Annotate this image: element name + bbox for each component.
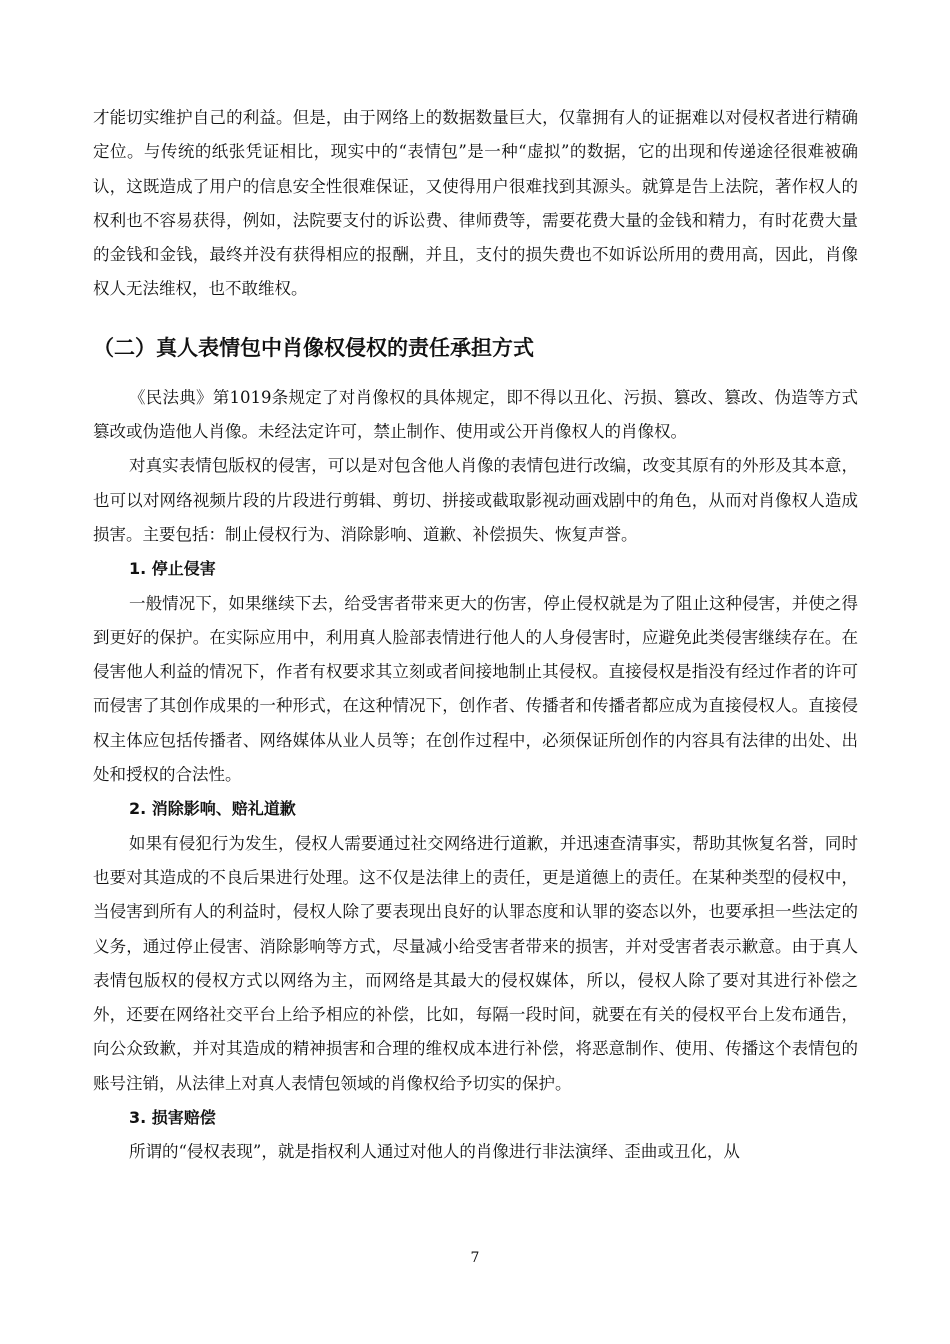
paragraph: 才能切实维护自己的利益。但是，由于网络上的数据数量巨大，仅靠拥有人的证据难以对侵权者进行精确定位。与传统的纸张凭证相比，现实中的“表情包”是一种“虚拟”的数据，它的出现和传递途径很难被确认，这既造成了用户的信息安全性很难保证，又使得用户很难找到其源头。就算是告上法院，著作权人的权利也不容易获得，例如，法院要支付的诉讼费、律师费等，需要花费大量的金钱和精力，有时花费大量的金钱和金钱，最终并没有获得相应的报酬，并且，支付的损失费也不如诉讼所用的费用高，因此，肖像权人无法维权，也不敢维权。: [93, 108, 858, 299]
sub-heading-compensation: 3. 损害赔偿: [129, 1108, 216, 1128]
paragraph: 《民法典》第1019条规定了对肖像权的具体规定，即不得以丑化、污损、篡改、篡改、伪造等方式篡改或伪造他人肖像。未经法定许可，禁止制作、使用或公开肖像权人的肖像权。: [93, 387, 858, 442]
section-heading: （二）真人表情包中肖像权侵权的责任承担方式: [93, 335, 534, 360]
page-number: 7: [470, 1250, 480, 1266]
paragraph: 所谓的“侵权表现”，就是指权利人通过对他人的肖像进行非法演绎、歪曲或丑化，从: [129, 1142, 740, 1162]
sub-heading-apology: 2. 消除影响、赔礼道歉: [129, 799, 296, 819]
paragraph: 一般情况下，如果继续下去，给受害者带来更大的伤害，停止侵权就是为了阻止这种侵害，并使之得到更好的保护。在实际应用中，利用真人脸部表情进行他人的人身侵害时，应避免此类侵害继续存在。在侵害他人利益的情况下，作者有权要求其立刻或者间接地制止其侵权。直接侵权是指没有经过作者的许可而侵害了其创作成果的一种形式，在这种情况下，创作者、传播者和传播者都应成为直接侵权人。直接侵权主体应包括传播者、网络媒体从业人员等；在创作过程中，必须保证所创作的内容具有法律的出处、出处和授权的合法性。: [93, 593, 858, 785]
paragraph: 如果有侵犯行为发生，侵权人需要通过社交网络进行道歉，并迅速查清事实，帮助其恢复名誉，同时也要对其造成的不良后果进行处理。这不仅是法律上的责任，更是道德上的责任。在某种类型的侵权中，当侵害到所有人的利益时，侵权人除了要表现出良好的认罪态度和认罪的姿态以外，也要承担一些法定的义务，通过停止侵害、消除影响等方式，尽量减小给受害者带来的损害，并对受害者表示歉意。由于真人表情包版权的侵权方式以网络为主，而网络是其最大的侵权媒体，所以，侵权人除了要对其进行补偿之外，还要在网络社交平台上给予相应的补偿，比如，每隔一段时间，就要在有关的侵权平台上发布通告，向公众致歉，并对其造成的精神损害和合理的维权成本进行补偿，将恶意制作、使用、传播这个表情包的账号注销，从法律上对真人表情包领域的肖像权给予切实的保护。: [93, 833, 858, 1093]
sub-heading-stop-infringement: 1. 停止侵害: [129, 559, 216, 579]
paragraph: 对真实表情包版权的侵害，可以是对包含他人肖像的表情包进行改编，改变其原有的外形及其本意，也可以对网络视频片段的片段进行剪辑、剪切、拼接或截取影视动画戏剧中的角色，从而对肖像权人造成损害。主要包括：制止侵权行为、消除影响、道歉、补偿损失、恢复声誉。: [93, 456, 858, 544]
document-body: [93, 101, 858, 1170]
